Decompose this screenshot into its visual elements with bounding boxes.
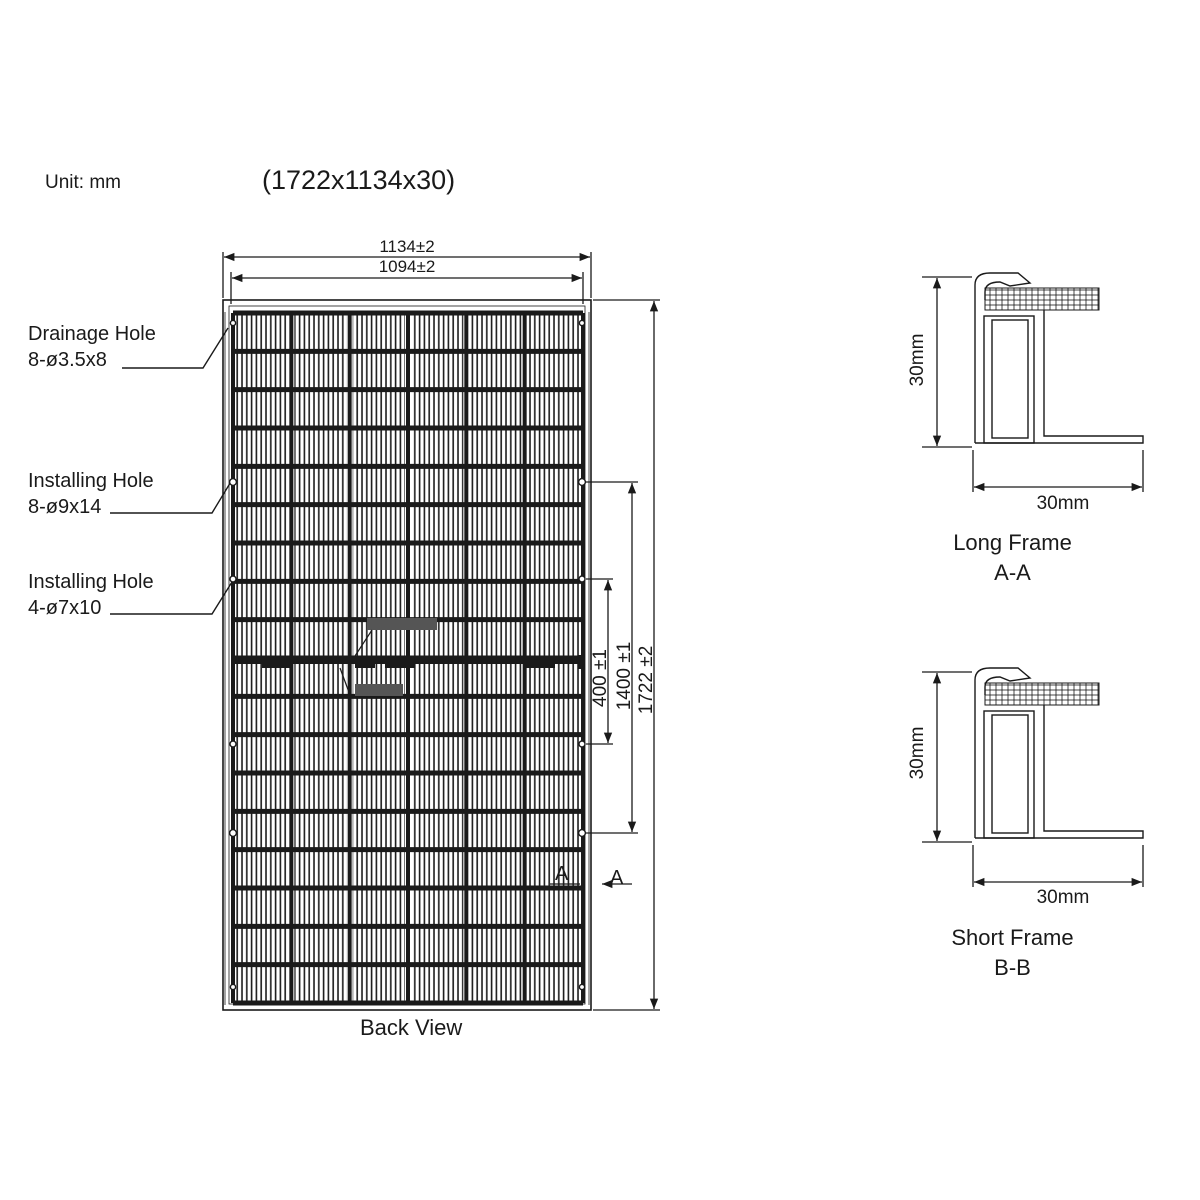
height-label: 1722 ±2: [636, 645, 657, 715]
drainage-hole-title: Drainage Hole: [28, 323, 156, 345]
drainage-hole-spec: 8-ø3.5x8: [28, 349, 107, 371]
section-letter-right: A: [610, 867, 624, 889]
installing-hole-small-title: Installing Hole: [28, 571, 154, 593]
label-plate-top: [367, 618, 437, 630]
unit-label: Unit: mm: [45, 172, 121, 193]
installing-hole-small-spec: 4-ø7x10: [28, 597, 102, 619]
installing-hole-large-spec: 8-ø9x14: [28, 496, 102, 518]
long-frame-profile: [922, 273, 1143, 492]
callout-leaders: [110, 328, 232, 614]
installing-hole-large-title: Installing Hole: [28, 470, 154, 492]
short-frame-title: Short Frame: [951, 925, 1074, 950]
long-frame-height-label: 30mm: [907, 333, 928, 387]
short-frame-section: B-B: [994, 955, 1031, 980]
long-frame-section: A-A: [994, 560, 1031, 585]
back-view-caption: Back View: [360, 1015, 463, 1040]
width-outer-label: 1134±2: [379, 237, 435, 256]
long-frame-width-label: 30mm: [1036, 493, 1090, 514]
spacing-1400-label: 1400 ±1: [614, 641, 635, 711]
short-frame-height-label: 30mm: [907, 726, 928, 780]
long-frame-title: Long Frame: [953, 530, 1072, 555]
short-frame-profile: [922, 668, 1143, 887]
spacing-400-label: 400 ±1: [590, 649, 611, 707]
short-frame-caption: [930, 923, 1095, 983]
panel-back-view: [223, 300, 591, 1010]
long-frame-caption: [930, 528, 1095, 588]
section-letter-left: A: [555, 863, 569, 885]
label-plate-bottom: [355, 684, 403, 696]
width-inner-label: 1094±2: [378, 257, 436, 276]
short-frame-width-label: 30mm: [1036, 887, 1090, 908]
overall-dimensions: (1722x1134x30): [262, 165, 456, 195]
